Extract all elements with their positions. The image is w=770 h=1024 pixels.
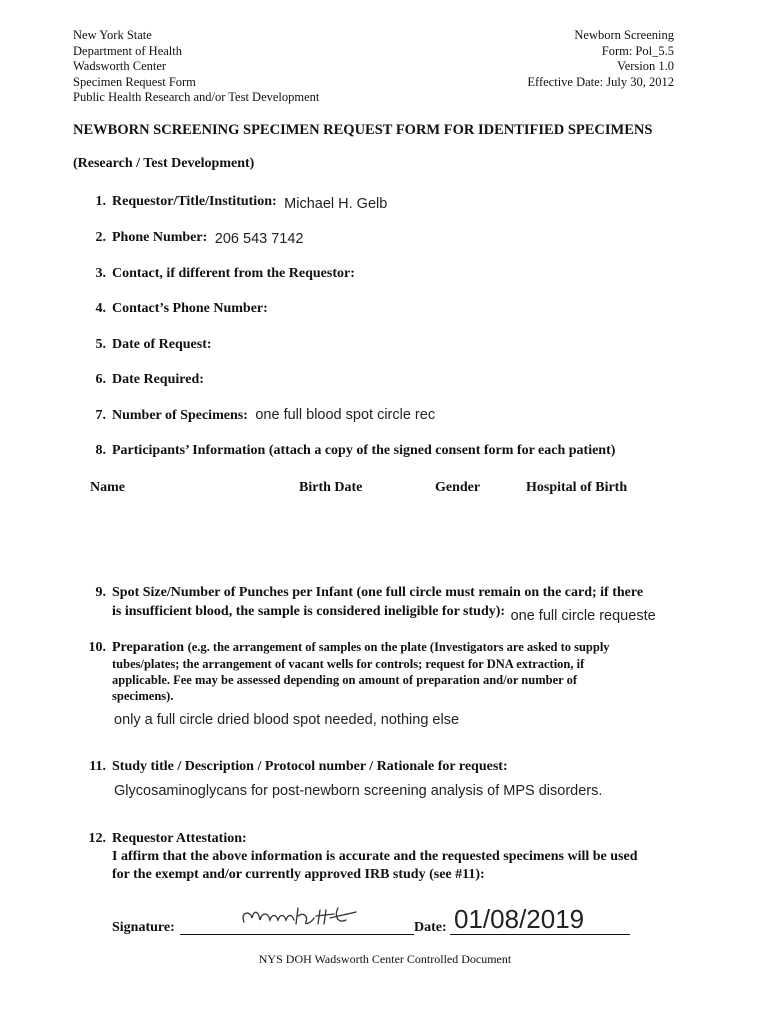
header-left-line: Specimen Request Form [73, 74, 196, 89]
column-header-gender: Gender [435, 480, 481, 495]
question-9 [84, 585, 643, 601]
question-label: Study title / Description / Protocol number / Rationale for request: [112, 759, 508, 774]
form-subtitle: (Research / Test Development) [73, 156, 255, 171]
column-header-name: Name [90, 480, 125, 495]
spot-size-field[interactable]: one full circle requeste [510, 608, 656, 624]
question-10-line-4: specimens). [112, 689, 174, 703]
question-1 [84, 193, 387, 210]
question-label: Preparation [112, 640, 185, 655]
question-5 [84, 336, 212, 353]
question-8 [84, 443, 615, 459]
header-right-line: Form: Pol_5.5 [601, 43, 674, 58]
date-value: 01/08/2019 [454, 904, 585, 934]
footer: NYS DOH Wadsworth Center Controlled Document [258, 952, 512, 966]
question-number: 6. [95, 372, 106, 387]
date-field[interactable] [450, 904, 630, 935]
signature-label: Signature: [112, 920, 175, 935]
question-line: (e.g. the arrangement of samples on the plate (Investigators are asked to supply [187, 640, 610, 654]
header-right-line: Version 1.0 [617, 59, 674, 73]
question-10-line-3: applicable. Fee may be assessed depending on amount of preparation and/or number of [112, 673, 577, 687]
phone-number-field[interactable]: 206 543 7142 [214, 231, 304, 247]
header-left-block [73, 28, 319, 106]
handwritten-signature [180, 902, 414, 932]
preparation-field[interactable]: only a full circle dried blood spot needed, nothing else [114, 712, 460, 728]
question-12 [84, 831, 247, 847]
question-label: Number of Specimens: [112, 408, 248, 423]
question-number: 3. [95, 266, 106, 281]
question-10 [84, 639, 610, 656]
question-10-line-2: tubes/plates; the arrangement of vacant wells for controls; request for DNA extraction, if [112, 657, 585, 671]
column-header-hospital: Hospital of Birth [526, 480, 628, 495]
question-label: Contact’s Phone Number: [112, 301, 268, 316]
question-number: 10. [88, 640, 106, 655]
number-of-specimens-field[interactable]: one full blood spot circle rec [255, 407, 436, 423]
question-label: Participants’ Information (attach a copy of the signed consent form for each patient) [112, 443, 616, 458]
question-7 [84, 407, 435, 424]
signature-field[interactable] [180, 916, 414, 935]
question-number: 12. [88, 831, 106, 846]
question-number: 7. [95, 408, 106, 423]
study-title-field[interactable]: Glycosaminoglycans for post-newborn screening analysis of MPS disorders. [114, 783, 603, 799]
header-right-line: Newborn Screening [574, 28, 674, 42]
question-4 [84, 300, 268, 317]
question-3 [84, 265, 355, 282]
question-11 [84, 759, 508, 775]
header-left-line: Department of Health [73, 43, 182, 58]
question-line: is insufficient blood, the sample is considered ineligible for study): [112, 604, 506, 619]
header-left-line: Public Health Research and/or Test Development [73, 90, 320, 104]
question-6 [84, 371, 204, 388]
attestation-line-2: for the exempt and/or currently approved IRB study (see #11): [112, 867, 485, 882]
question-label: Phone Number: [112, 230, 208, 245]
header-right-line: Effective Date: July 30, 2012 [527, 74, 674, 89]
question-label: Date of Request: [112, 337, 212, 352]
question-number: 11. [89, 759, 106, 774]
date-label: Date: [414, 920, 447, 935]
question-number: 4. [95, 301, 106, 316]
question-number: 8. [95, 443, 106, 458]
question-label: Requestor Attestation: [112, 831, 247, 846]
requestor-field[interactable]: Michael H. Gelb [284, 196, 388, 212]
question-9-line-2 [112, 603, 656, 624]
header-right-block [527, 28, 674, 90]
question-2 [84, 229, 303, 246]
question-number: 2. [95, 230, 106, 245]
question-label: Date Required: [112, 372, 204, 387]
attestation-line-1: I affirm that the above information is accurate and the requested specimens will be used [112, 849, 638, 864]
header-left-line: New York State [73, 28, 152, 42]
question-line: Spot Size/Number of Punches per Infant (one full circle must remain on the card; if there [112, 585, 644, 600]
question-number: 9. [95, 585, 106, 600]
question-number: 5. [95, 337, 106, 352]
question-number: 1. [95, 194, 106, 209]
column-header-birth-date: Birth Date [299, 480, 363, 495]
header-left-line: Wadsworth Center [73, 59, 167, 73]
question-label: Requestor/Title/Institution: [112, 194, 277, 209]
form-title: NEWBORN SCREENING SPECIMEN REQUEST FORM FOR IDENTIFIED SPECIMENS [73, 122, 653, 138]
question-label: Contact, if different from the Requestor: [112, 266, 355, 281]
